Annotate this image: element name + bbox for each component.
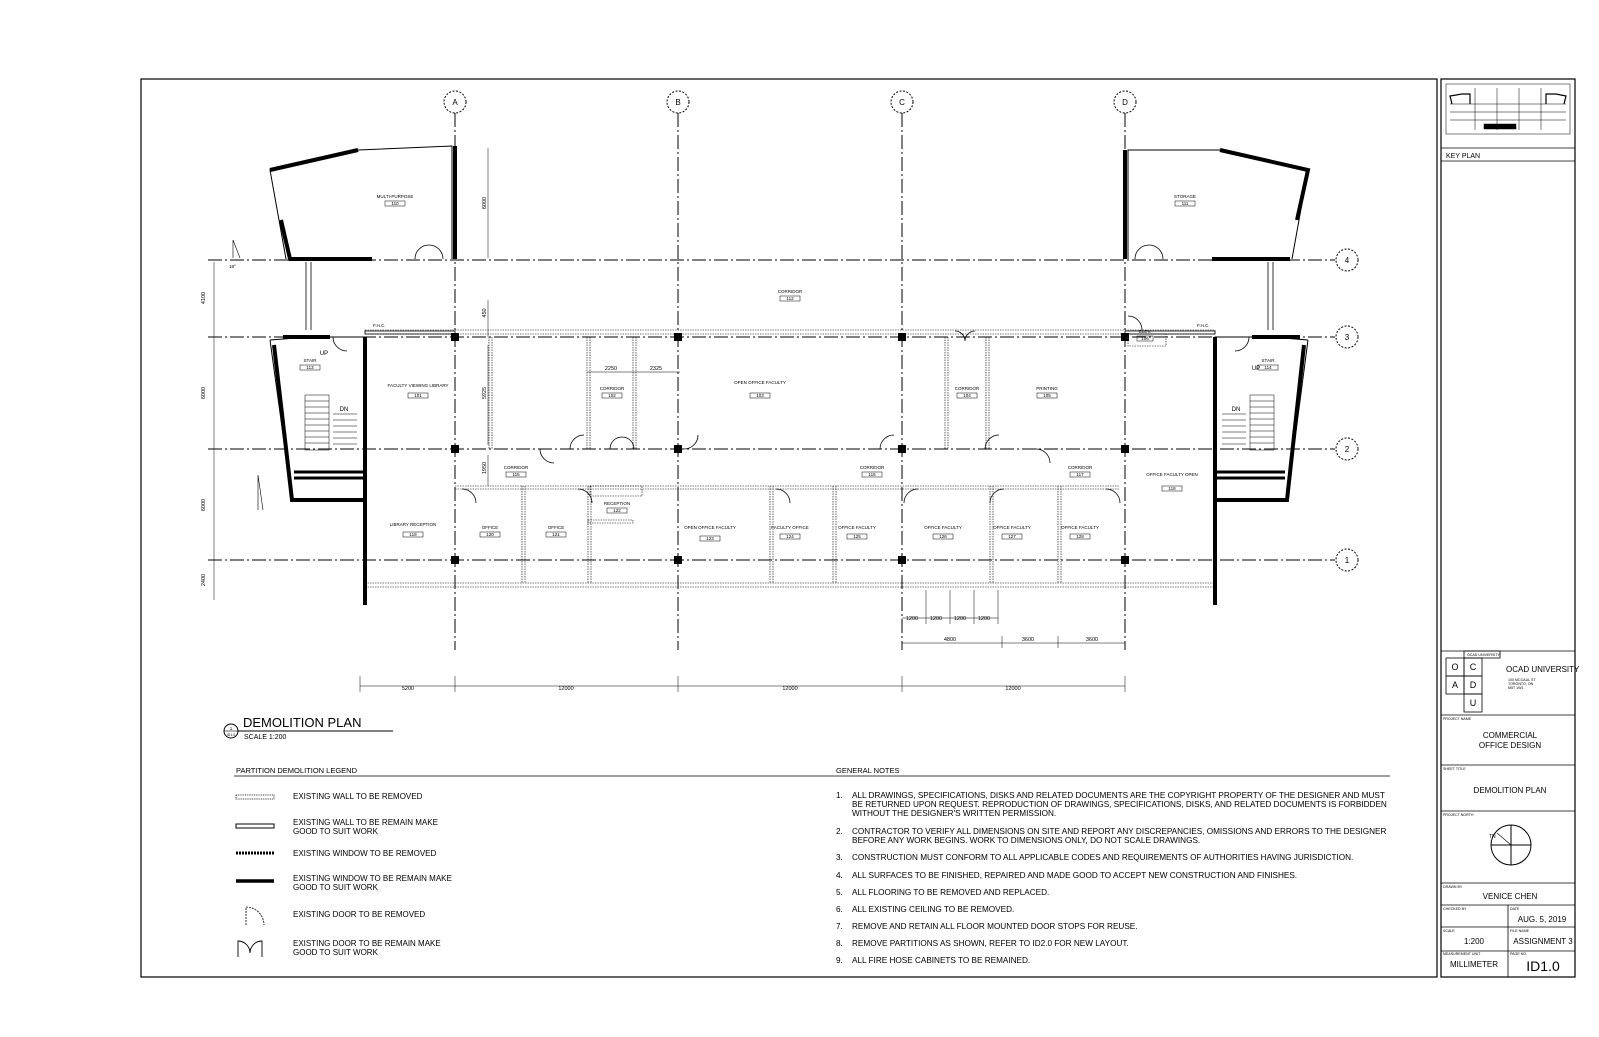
general-notes: [836, 766, 1387, 965]
partitions-to-remove: [365, 330, 1215, 587]
svg-text:114: 114: [1264, 365, 1272, 370]
title-block: [1441, 84, 1580, 977]
svg-text:101: 101: [414, 393, 422, 398]
svg-text:118: 118: [1168, 486, 1176, 491]
fhc-label-west: F.H.C.: [373, 323, 386, 328]
logo-letter: C: [1469, 662, 1477, 672]
room-label: [504, 465, 529, 477]
label-stair-dn-west: DN: [339, 407, 349, 413]
project-name-line: COMMERCIAL: [1482, 731, 1538, 740]
svg-text:116: 116: [868, 472, 876, 477]
note-line: CONTRACTOR TO VERIFY ALL DIMENSIONS ON SITE AND REPORT ANY DISCREPANCIES, OMISSIONS AND ERRORS TO THE DESIGNER: [852, 827, 1387, 836]
svg-text:MULTI-PURPOSE: MULTI-PURPOSE: [376, 194, 414, 199]
svg-text:OFFICE FACULTY OPEN: OFFICE FACULTY OPEN: [1146, 472, 1198, 477]
grid-label-2: 2: [1344, 445, 1350, 454]
grid-bubble-b: [667, 91, 689, 113]
room-label: [300, 358, 320, 370]
svg-text:112: 112: [786, 296, 794, 301]
svg-text:CORRIDOR: CORRIDOR: [599, 386, 625, 391]
logo-letter: U: [1469, 698, 1477, 708]
legend-item-text: EXISTING DOOR TO BE REMOVED: [293, 910, 426, 919]
legend-item-text: GOOD TO SUIT WORK: [293, 827, 378, 836]
sheet-title-label: SHEET TITLE: [1443, 767, 1466, 771]
svg-text:PRINTING: PRINTING: [1036, 386, 1058, 391]
wall-storage-existing: [1128, 150, 1308, 259]
dimension-texts: [201, 197, 1098, 692]
logo-letter: A: [1451, 680, 1459, 690]
svg-text:4100: 4100: [201, 291, 207, 305]
note-line: BEFORE ANY WORK BEGINS. WORK TO DIMENSIONS ONLY, DO NOT SCALE DRAWINGS.: [852, 836, 1201, 845]
svg-text:103: 103: [756, 393, 764, 398]
svg-text:450: 450: [482, 308, 488, 318]
note-number: 1.: [836, 791, 843, 800]
grid-bubble-d: [1114, 91, 1136, 113]
svg-text:STAIR: STAIR: [1261, 358, 1275, 363]
svg-text:CORRIDOR: CORRIDOR: [777, 289, 803, 294]
svg-text:126: 126: [939, 534, 947, 539]
grid-bubble-4: [1336, 249, 1358, 271]
svg-text:113: 113: [306, 365, 314, 370]
door-swings: [462, 316, 1142, 503]
svg-text:127: 127: [1008, 534, 1016, 539]
svg-text:STAIR: STAIR: [303, 358, 317, 363]
floor-plan: [201, 91, 1358, 692]
drawn-label: DRAWN BY: [1443, 885, 1463, 889]
drawing-title-text: DEMOLITION PLAN: [243, 715, 362, 730]
room-label: [1137, 329, 1153, 341]
grid-bubble-c: [891, 91, 913, 113]
scale-label: SCALE: [1443, 929, 1455, 933]
room-label: [387, 383, 448, 398]
svg-text:119: 119: [409, 532, 417, 537]
note-line: WITHOUT THE DESIGNER'S WRITTEN PERMISSION.: [852, 809, 1057, 818]
svg-text:RECEPTION: RECEPTION: [603, 501, 631, 506]
svg-text:122: 122: [613, 508, 621, 513]
project-label: PROJECT NAME: [1443, 717, 1472, 721]
svg-text:1950: 1950: [482, 461, 488, 475]
legend-item-text: GOOD TO SUIT WORK: [293, 883, 378, 892]
grid-label-1: 1: [1344, 556, 1350, 565]
note-line: CONSTRUCTION MUST CONFORM TO ALL APPLICABLE CODES AND REQUIREMENTS OF AUTHORITIES HAVING JURISDICTION.: [852, 853, 1354, 862]
label-stair-up-east: UP: [1251, 366, 1261, 372]
room-label: [778, 289, 803, 301]
north-tn: TN: [1489, 834, 1496, 840]
callout-number: 1: [229, 726, 233, 731]
svg-text:OPEN OFFICE FACULTY: OPEN OFFICE FACULTY: [734, 380, 786, 385]
svg-text:CORRIDOR: CORRIDOR: [954, 386, 980, 391]
note-line: ALL EXISTING CEILING TO BE REMOVED.: [852, 905, 1015, 914]
north-label: PROJECT NORTH: [1443, 813, 1474, 817]
svg-text:OFFICE: OFFICE: [481, 525, 499, 530]
svg-text:124: 124: [786, 534, 794, 539]
svg-text:OFFICE FACULTY: OFFICE FACULTY: [1061, 525, 1099, 530]
label-stair-up-west: UP: [319, 351, 329, 357]
room-label: [377, 194, 414, 206]
svg-text:104: 104: [963, 393, 971, 398]
legend-symbol-door-remove: [246, 907, 264, 925]
svg-text:125: 125: [853, 534, 861, 539]
unit-value: MILLIMETER: [1449, 960, 1499, 969]
legend-symbol-door-remain: [238, 941, 262, 957]
svg-text:OFFICE: OFFICE: [547, 525, 565, 530]
notes-heading: GENERAL NOTES: [836, 766, 900, 775]
svg-text:12000: 12000: [558, 686, 574, 692]
grid-label-3: 3: [1344, 333, 1350, 342]
svg-text:2400: 2400: [201, 573, 207, 587]
room-label: [1061, 525, 1099, 539]
fhc-label-east: F.H.C.: [1197, 323, 1210, 328]
unit-label: MEASUREMENT UNIT: [1443, 952, 1481, 956]
drawing-scale: SCALE 1:200: [244, 734, 287, 741]
room-label: [1068, 465, 1093, 477]
grid-label-b: B: [675, 98, 681, 107]
room-label: [390, 522, 437, 537]
room-label: [771, 525, 809, 539]
legend-item-text: EXISTING WALL TO BE REMOVED: [293, 792, 423, 801]
note-number: 2.: [836, 827, 843, 836]
room-label: [924, 525, 962, 539]
drawn-by: VENICE CHEN: [1482, 892, 1538, 901]
svg-text:123: 123: [706, 536, 714, 541]
room-label: [860, 465, 885, 477]
room-label: [993, 525, 1031, 539]
room-label: [1174, 194, 1196, 206]
svg-text:6000: 6000: [482, 196, 488, 210]
angle-label: 18°: [229, 264, 236, 269]
page-number: ID1.0: [1526, 958, 1560, 974]
svg-text:106: 106: [1141, 336, 1149, 341]
svg-text:3600: 3600: [1085, 637, 1099, 643]
legend-item-text: GOOD TO SUIT WORK: [293, 948, 378, 957]
note-line: ALL FLOORING TO BE REMOVED AND REPLACED.: [852, 888, 1050, 897]
room-label: [734, 380, 786, 398]
svg-text:1200: 1200: [977, 616, 991, 622]
svg-text:117: 117: [1076, 472, 1084, 477]
svg-text:STORAGE: STORAGE: [1174, 194, 1196, 199]
address-line: M5T 1W1: [1508, 686, 1524, 690]
note-line: ALL SURFACES TO BE FINISHED, REPAIRED AND MADE GOOD TO ACCEPT NEW CONSTRUCTION AND FINISHES.: [852, 871, 1298, 880]
page-label: PAGE NO.: [1510, 952, 1528, 956]
note-line: ALL DRAWINGS, SPECIFICATIONS, DISKS AND RELATED DOCUMENTS ARE THE COPYRIGHT PROPERTY OF THE DESIGNER AND MUST: [852, 791, 1385, 800]
room-label: [955, 386, 980, 398]
stair-east-treads: [1222, 395, 1274, 450]
svg-text:115: 115: [512, 472, 520, 477]
stair-west-treads: [305, 395, 357, 450]
legend-item-text: EXISTING DOOR TO BE REMAIN MAKE: [293, 939, 441, 948]
note-number: 9.: [836, 956, 843, 965]
note-line: REMOVE PARTITIONS AS SHOWN, REFER TO ID2.0 FOR NEW LAYOUT.: [852, 939, 1129, 948]
legend-symbol-wall-remove: [236, 795, 274, 799]
logo-letter: O: [1451, 662, 1459, 672]
svg-text:CORRIDOR: CORRIDOR: [1067, 465, 1093, 470]
svg-text:12000: 12000: [1005, 686, 1021, 692]
logo-letter: D: [1469, 680, 1477, 690]
grid-label-d: D: [1122, 98, 1128, 107]
svg-text:3600: 3600: [1021, 637, 1035, 643]
note-line: BE RETURNED UPON REQUEST. REPRODUCTION OF DRAWINGS, SPECIFICATIONS, DISKS, AND RELATED DOCUMENTS IS FORBIDDEN: [852, 800, 1387, 809]
note-number: 5.: [836, 888, 843, 897]
room-label: [1258, 358, 1278, 370]
svg-text:OPEN OFFICE FACULTY: OPEN OFFICE FACULTY: [684, 525, 736, 530]
room-label: [684, 525, 736, 541]
checked-label: CHECKED BY: [1443, 907, 1467, 911]
note-number: 4.: [836, 871, 843, 880]
grid-label-a: A: [452, 98, 458, 107]
svg-text:FACULTY VIEWING LIBRARY: FACULTY VIEWING LIBRARY: [387, 383, 449, 388]
svg-text:1200: 1200: [953, 616, 967, 622]
svg-text:CORRIDOR: CORRIDOR: [503, 465, 529, 470]
callout-sheet: ID1.0: [226, 733, 236, 737]
grid-label-c: C: [899, 98, 905, 107]
scale-value: 1:200: [1463, 937, 1485, 946]
date-label: DATE: [1510, 907, 1520, 911]
room-label: [546, 525, 566, 537]
key-plan-label: KEY PLAN: [1446, 153, 1481, 160]
svg-text:ELEV.: ELEV.: [1138, 329, 1152, 334]
logo-text: OCAD UNIVERSITY: [1467, 653, 1500, 657]
legend-item-text: EXISTING WINDOW TO BE REMAIN MAKE: [293, 874, 452, 883]
note-number: 3.: [836, 853, 843, 862]
grid-bubble-1: [1336, 549, 1358, 571]
project-name-line: OFFICE DESIGN: [1478, 741, 1542, 750]
svg-text:120: 120: [486, 532, 494, 537]
grid-label-4: 4: [1344, 256, 1350, 265]
note-line: ALL FIRE HOSE CABINETS TO BE REMAINED.: [852, 956, 1031, 965]
svg-text:5200: 5200: [401, 686, 415, 692]
wall-multipurpose-remain: [270, 150, 358, 170]
label-stair-dn-east: DN: [1231, 407, 1241, 413]
sheet-title: DEMOLITION PLAN: [1473, 786, 1547, 795]
address-line: 100 MCCAUL ST: [1508, 678, 1536, 682]
svg-text:OFFICE FACULTY: OFFICE FACULTY: [838, 525, 876, 530]
svg-text:CORRIDOR: CORRIDOR: [859, 465, 885, 470]
room-label: [1146, 472, 1198, 491]
room-label: [838, 525, 876, 539]
legend-heading: PARTITION DEMOLITION LEGEND: [236, 766, 357, 775]
legend-item-text: EXISTING WALL TO BE REMAIN MAKE: [293, 818, 438, 827]
svg-text:102: 102: [608, 393, 616, 398]
room-label: [1036, 386, 1058, 398]
svg-text:2250: 2250: [604, 366, 618, 372]
svg-text:111: 111: [1181, 201, 1189, 206]
room-label: [600, 386, 625, 398]
svg-text:6000: 6000: [201, 386, 207, 400]
note-number: 6.: [836, 905, 843, 914]
drawing-title: [224, 715, 393, 741]
wall-multipurpose-remain-2: [281, 220, 372, 259]
file-label: FILE NAME: [1510, 929, 1529, 933]
svg-text:121: 121: [552, 532, 560, 537]
svg-text:OFFICE FACULTY: OFFICE FACULTY: [993, 525, 1031, 530]
north-arrow-icon: [1491, 825, 1531, 865]
note-line: REMOVE AND RETAIN ALL FLOOR MOUNTED DOOR STOPS FOR REUSE.: [852, 922, 1138, 931]
svg-text:LIBRARY RECEPTION: LIBRARY RECEPTION: [389, 522, 437, 527]
svg-text:4800: 4800: [943, 637, 957, 643]
note-number: 7.: [836, 922, 843, 931]
grid-bubble-a: [444, 91, 466, 113]
university-name: OCAD UNIVERSITY: [1506, 665, 1580, 674]
legend-item-text: EXISTING WINDOW TO BE REMOVED: [293, 849, 437, 858]
address-line: TORONTO, ON: [1508, 682, 1534, 686]
svg-text:5925: 5925: [482, 386, 488, 400]
svg-text:OFFICE FACULTY: OFFICE FACULTY: [924, 525, 962, 530]
svg-text:128: 128: [1076, 534, 1084, 539]
svg-text:6000: 6000: [201, 498, 207, 512]
svg-text:110: 110: [391, 201, 399, 206]
file-name: ASSIGNMENT 3: [1513, 937, 1573, 946]
svg-text:12000: 12000: [782, 686, 798, 692]
svg-text:105: 105: [1043, 393, 1051, 398]
note-number: 8.: [836, 939, 843, 948]
key-plan-thumbnail: [1446, 84, 1570, 134]
svg-text:2325: 2325: [649, 366, 663, 372]
grid-bubble-3: [1336, 326, 1358, 348]
date-value: AUG. 5, 2019: [1517, 915, 1567, 924]
room-label: [480, 525, 500, 537]
svg-text:1200: 1200: [929, 616, 943, 622]
legend-symbol-wall-remain: [236, 824, 274, 828]
svg-text:FACULTY OFFICE: FACULTY OFFICE: [771, 525, 809, 530]
grid-bubble-2: [1336, 438, 1358, 460]
partitions-remain: [365, 331, 1215, 334]
svg-text:1200: 1200: [905, 616, 919, 622]
room-label: [604, 501, 630, 513]
